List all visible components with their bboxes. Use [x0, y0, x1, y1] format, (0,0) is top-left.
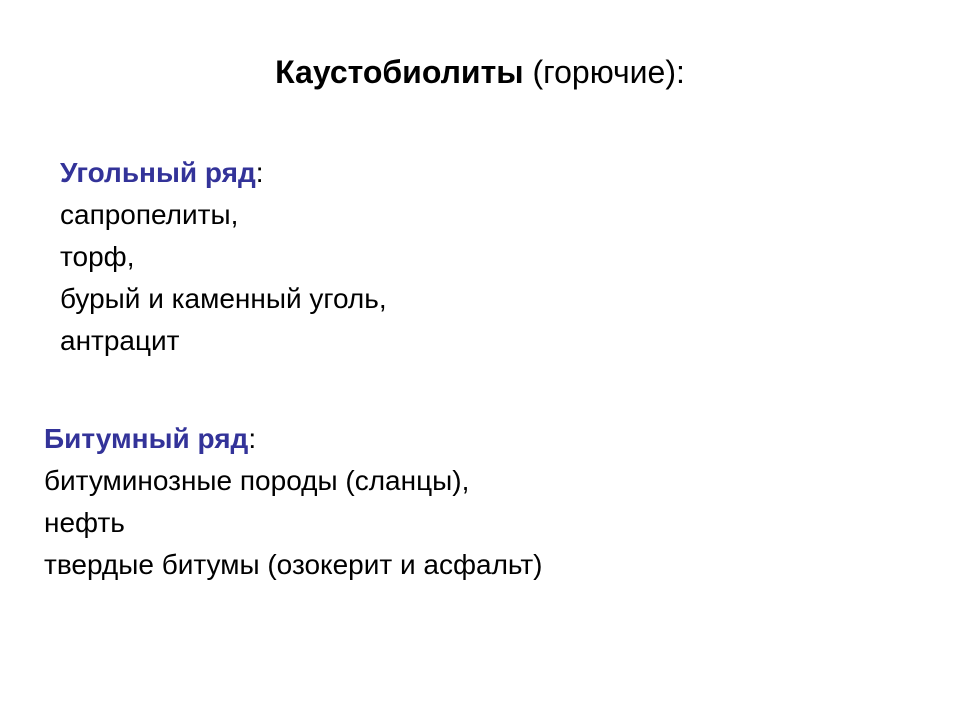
slide-title-rest: (горючие):: [523, 54, 685, 90]
coal-series-item: сапропелиты,: [60, 199, 239, 230]
slide-title: [0, 52, 960, 92]
bitumen-series-colon: :: [248, 423, 257, 454]
slide-title-main: Каустобиолиты: [275, 54, 524, 90]
coal-series-heading-line: [60, 152, 387, 194]
bitumen-series-heading-line: [44, 418, 542, 460]
coal-series-item: бурый и каменный уголь,: [60, 283, 387, 314]
coal-series-item: антрацит: [60, 325, 180, 356]
bitumen-series-heading: Битумный ряд: [44, 423, 249, 454]
coal-series-section: [60, 152, 387, 362]
coal-series-colon: :: [255, 157, 264, 188]
coal-series-item: торф,: [60, 241, 135, 272]
bitumen-series-item: битуминозные породы (сланцы),: [44, 465, 470, 496]
bitumen-series-section: [44, 418, 542, 586]
coal-series-heading: Угольный ряд: [60, 157, 256, 188]
bitumen-series-item: нефть: [44, 507, 125, 538]
bitumen-series-item: твердые битумы (озокерит и асфальт): [44, 549, 543, 580]
